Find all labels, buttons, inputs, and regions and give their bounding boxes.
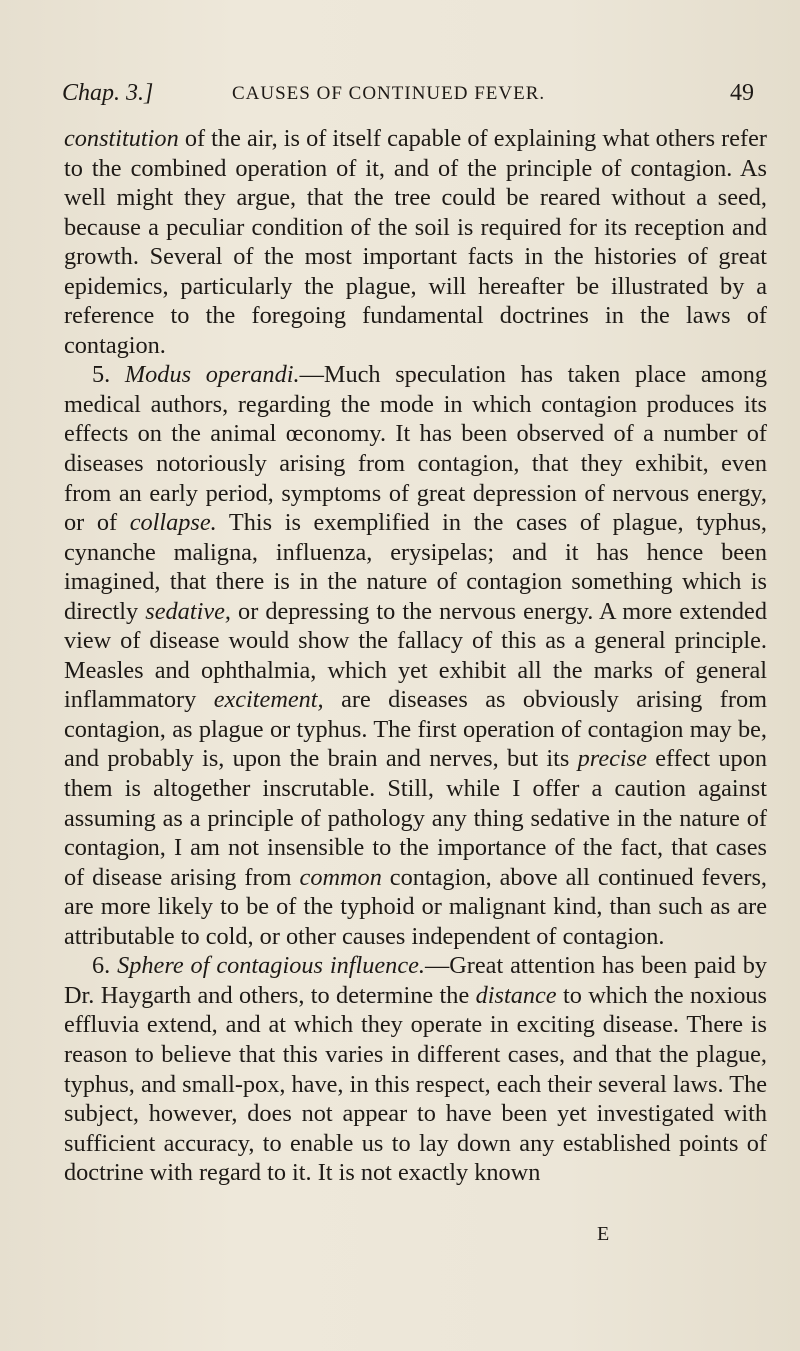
section-heading: Sphere of contagious influence. xyxy=(117,952,425,980)
page-number: 49 xyxy=(730,80,754,106)
text-run: —Much speculation has taken place among medical authors, regarding the mode in which contagion produces its effects on the animal œconomy. It has been observed of a number of diseases notoriously arising from contagion, that they exhibit, even from an early period, symptoms of great depression of nervous energy, or of xyxy=(64,361,768,537)
chapter-label: Chap. 3.] xyxy=(62,80,154,106)
paragraph-continuation xyxy=(64,124,767,360)
italic-run: distance xyxy=(475,981,557,1009)
italic-run: collapse. xyxy=(129,509,217,537)
section-number: 5. xyxy=(92,361,125,389)
text-run: —Great attention has been paid by Dr. Haygarth and others, to determine the xyxy=(64,952,768,1009)
italic-run: common xyxy=(299,863,382,891)
text-run: or depressing to the nervous energy. A more extended view of disease would show the fallacy of this as a general principle. Measles and ophthalmia, which yet exhibit all the marks of general inflammatory xyxy=(64,597,767,714)
section-heading: Modus operandi. xyxy=(124,361,300,389)
paragraph-modus-operandi xyxy=(64,360,767,951)
paragraph-sphere-of-influence xyxy=(64,951,767,1187)
running-title: CAUSES OF CONTINUED FEVER. xyxy=(232,83,546,104)
signature-mark: E xyxy=(597,1223,610,1245)
italic-run: constitution xyxy=(64,125,179,152)
body-text xyxy=(64,124,767,1188)
italic-run: excitement, xyxy=(213,686,324,714)
italic-run: precise xyxy=(577,745,647,773)
page-header xyxy=(62,80,760,116)
italic-run: sedative, xyxy=(145,597,231,625)
text-run: contagion, above all continued fevers, are more likely to be of the typhoid or malignant kind, than such as are attributable to cold, or other causes independent of contagion. xyxy=(64,863,767,950)
text-run: of the air, is of itself capable of explaining what others refer to the combined operation of it, and of the principle of contagion. As well might they argue, that the tree could be reared without a seed, because a peculiar condition of the soil is required for its reception and growth. Several of the most important facts in the histories of great epidemics, particularly the plague, will hereafter be illustrated by a reference to the foregoing fundamental doctrines in the laws of contagion. xyxy=(64,125,767,359)
text-run: to which the noxious effluvia extend, and at which they operate in exciting disease. There is reason to believe that this varies in different cases, and that the plague, typhus, and small-pox, have, in this respect, each their several laws. The subject, however, does not appear to have been yet investigated with sufficient accuracy, to enable us to lay down any established points of doctrine with regard to it. It is not exactly known xyxy=(64,981,767,1187)
text-run: effect upon them is altogether inscrutable. Still, while I offer a caution against assuming as a principle of pathology any thing sedative in the nature of contagion, I am not insensible to the importance of the fact, that cases of disease arising from xyxy=(64,745,767,891)
section-number: 6. xyxy=(92,952,118,980)
text-run: This is exemplified in the cases of plague, typhus, cynanche maligna, influenza, erysipelas; and it has hence been imagined, that there is in the nature of contagion something which is directly xyxy=(64,509,767,625)
text-run: are diseases as obviously arising from contagion, as plague or typhus. The first operation of contagion may be, and probably is, upon the brain and nerves, but its xyxy=(64,686,767,773)
